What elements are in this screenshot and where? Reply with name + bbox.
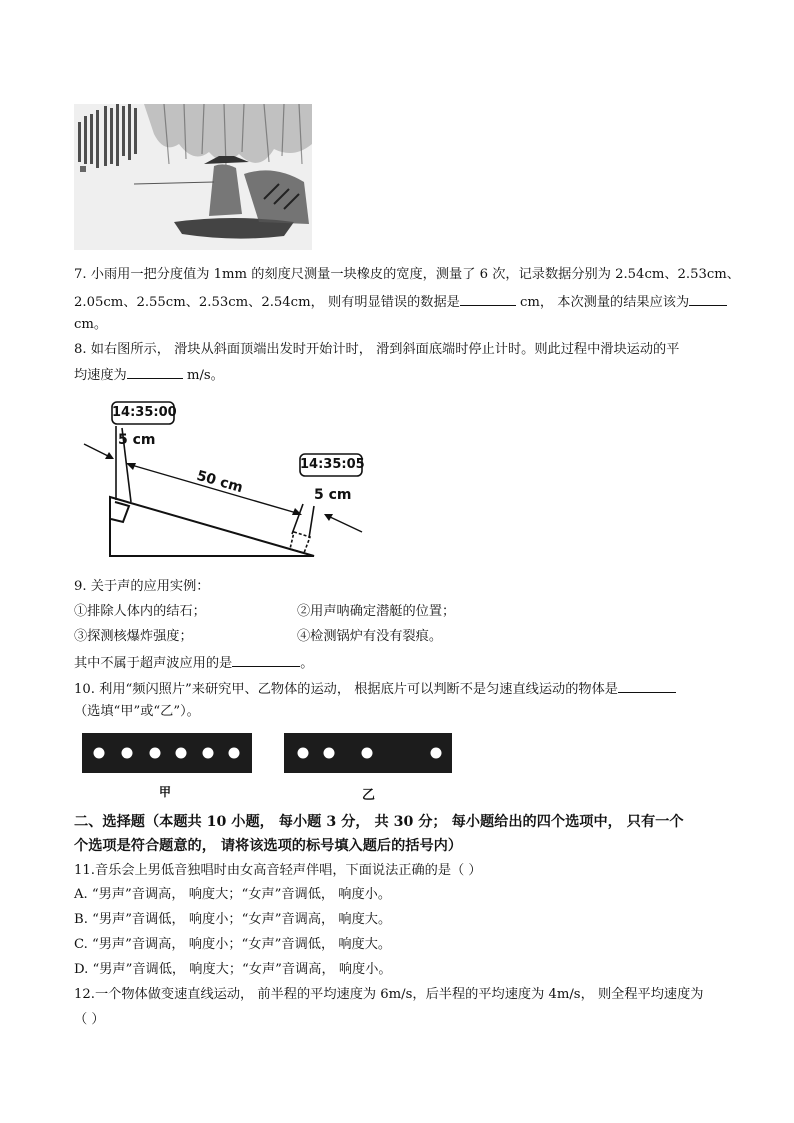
q12-line2: （ ） [74,1012,105,1027]
strip-label-jia: 甲 [159,785,172,799]
q11-option-a[interactable]: A. “男声”音调高， 响度大；“女声”音调低， 响度小。 [74,887,392,902]
q11-stem: 11.音乐会上男低音独唱时由女高音轻声伴唱，下面说法正确的是（ ） [74,863,482,878]
q9-question-b: 。 [300,656,314,671]
section2-heading-line1: 二、选择题（本题共 10 小题， 每小题 3 分， 共 30 分； 每小题给出的四个选项中， 只有一个 [74,814,684,830]
q7-answer-blank-1[interactable] [460,292,516,306]
strip-label-yi: 乙 [362,788,376,803]
q7-line1: 7. 小雨用一把分度值为 1mm 的刻度尺测量一块橡皮的宽度，测量了 6 次，记录数据分别为 2.54cm、2.53cm、 [74,267,740,282]
q9-answer-blank[interactable] [232,653,300,667]
strobe-strip-yi [284,733,452,773]
q8-line1: 8. 如右图所示， 滑块从斜面顶端出发时开始计时， 滑到斜面底端时停止计时。则此过程中滑块运动的平 [74,342,680,357]
block-width-bottom-label: 5 cm [314,487,352,503]
q9-option-1: ①排除人体内的结石； [74,604,206,619]
q9-intro: 9. 关于声的应用实例： [74,579,210,594]
q7-line2 [74,292,728,312]
q8-line2 [74,365,728,385]
section2-heading-line2: 个选项是符合题意的， 请将该选项的标号填入题后的括号内） [74,838,463,854]
q7-line2-a: 2.05cm、2.55cm、2.53cm、2.54cm， 则有明显错误的数据是 [74,295,460,310]
q8-line2-a: 均速度为 [74,368,127,383]
q9-question [74,653,728,673]
q12-line1: 12.一个物体做变速直线运动， 前半程的平均速度为 6m/s，后半程的平均速度为 4m/s， 则全程平均速度为 [74,987,704,1002]
clock-end-label: 14:35:05 [300,457,365,472]
q11-option-c[interactable]: C. “男声”音调高， 响度小；“女声”音调低， 响度大。 [74,937,392,952]
q10-line2: （选填“甲”或“乙”）。 [74,704,200,719]
q7-line2-b: cm， 本次测量的结果应该为 [515,295,690,310]
q11-option-d[interactable]: D. “男声”音调低， 响度大；“女声”音调高， 响度小。 [74,962,392,977]
q8-answer-blank[interactable] [127,365,183,379]
strobe-strip-jia [82,733,252,773]
q8-line2-b: m/s。 [182,368,224,383]
q7-line3: cm。 [74,317,108,332]
q9-option-3: ③探测核爆炸强度； [74,629,193,644]
q10-answer-blank[interactable] [618,679,676,693]
clock-start-label: 14:35:00 [112,405,177,420]
block-width-top-label: 5 cm [118,432,156,448]
distance-label: 50 cm [194,467,245,497]
q9-question-a: 其中不属于超声波应用的是 [74,656,233,671]
q9-option-4: ④检测锅炉有没有裂痕。 [297,629,443,644]
incline-diagram [78,392,378,564]
q7-answer-blank-2[interactable] [689,292,727,306]
ink-painting-image [74,104,312,250]
q11-option-b[interactable]: B. “男声”音调低， 响度小；“女声”音调高， 响度大。 [74,912,392,927]
q10-line1-text: 10. 利用“频闪照片”来研究甲、乙物体的运动， 根据底片可以判断不是匀速直线运动的物体是 [74,682,618,697]
q10-line1 [74,679,728,699]
fisherman-painting-icon [74,104,312,250]
q9-option-2: ②用声呐确定潜艇的位置； [297,604,456,619]
